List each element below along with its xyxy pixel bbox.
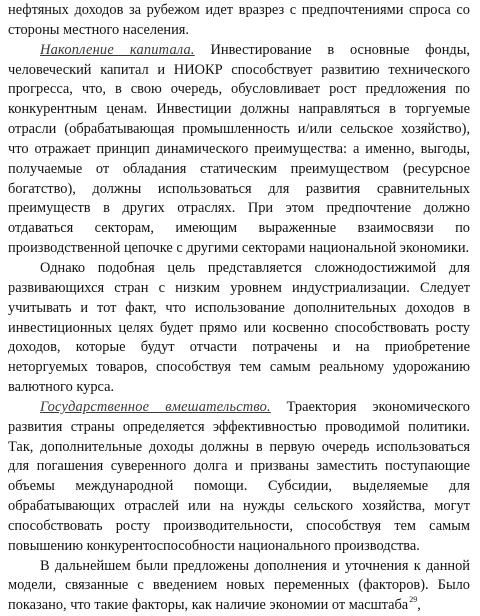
paragraph-text-tail: , (417, 597, 421, 614)
paragraph-model-extensions (8, 557, 470, 616)
paragraph-industrialization (8, 259, 470, 398)
paragraph-text: Инвестирование в основные фонды, человеческий капитал и НИОКР способствует развитию технического прогресса, что, в свою очередь, обусловливает рост предложения по конкурентным ценам. Инвестиции должны направляться в торгуемые отрасли (обрабатывающая промышленность и/или сельское хозяйство), что отражает принцип динамического преимущества: а именно, выгоды, получаемые от обладания статическим преимуществом (ресурсное богатство), должны использоваться для развития сравнительных преимуществ в других отраслях. При этом предпочтение должно отдаваться секторам, имеющим выраженные взаимосвязи по производственной цепочке с другими секторами национальной экономики. (8, 41, 471, 257)
paragraph-intro-continuation (8, 1, 470, 41)
paragraph-text: Траектория экономического развития страны определяется эффективностью проводимой политики. Так, дополнительные доходы должны в первую очередь использоваться для погашения суверенного долга и призваны заместить поступающие объемы международной помощи. Субсидии, выделяемые для обрабатывающих отраслей или на нужды сельского хозяйства, могут способствовать росту производительности, способствуя тем самым повышению конкурентоспособности национального производства. (8, 398, 470, 554)
section-heading-state-intervention: Государственное вмешательство. (40, 398, 271, 415)
section-heading-capital-accumulation: Накопление капитала. (40, 41, 195, 58)
footnote-marker[interactable]: 29 (409, 595, 418, 605)
paragraph-text: Однако подобная цель представляется сложнодостижимой для развивающихся стран с низким уровнем индустриализации. Следует учитывать и тот факт, что использование дополнительных доходов в инвестиционных целях будет прямо или косвенно способствовать росту доходов, которые будут отчасти потрачены и на приобретение неторгуемых товаров, способствуя тем самым реальному удорожанию валютного курса. (8, 259, 470, 396)
paragraph-state-intervention (8, 398, 470, 557)
paragraph-text: нефтяных доходов за рубежом идет вразрез с предпочтениями спроса со стороны местного населения. (8, 2, 470, 38)
paragraph-capital-accumulation (8, 41, 470, 259)
paragraph-text: В дальнейшем были предложены дополнения и уточнения к данной модели, связанные с введением новых переменных (факторов). Было показано, что такие факторы, как наличие экономии от масштаба (8, 557, 470, 614)
